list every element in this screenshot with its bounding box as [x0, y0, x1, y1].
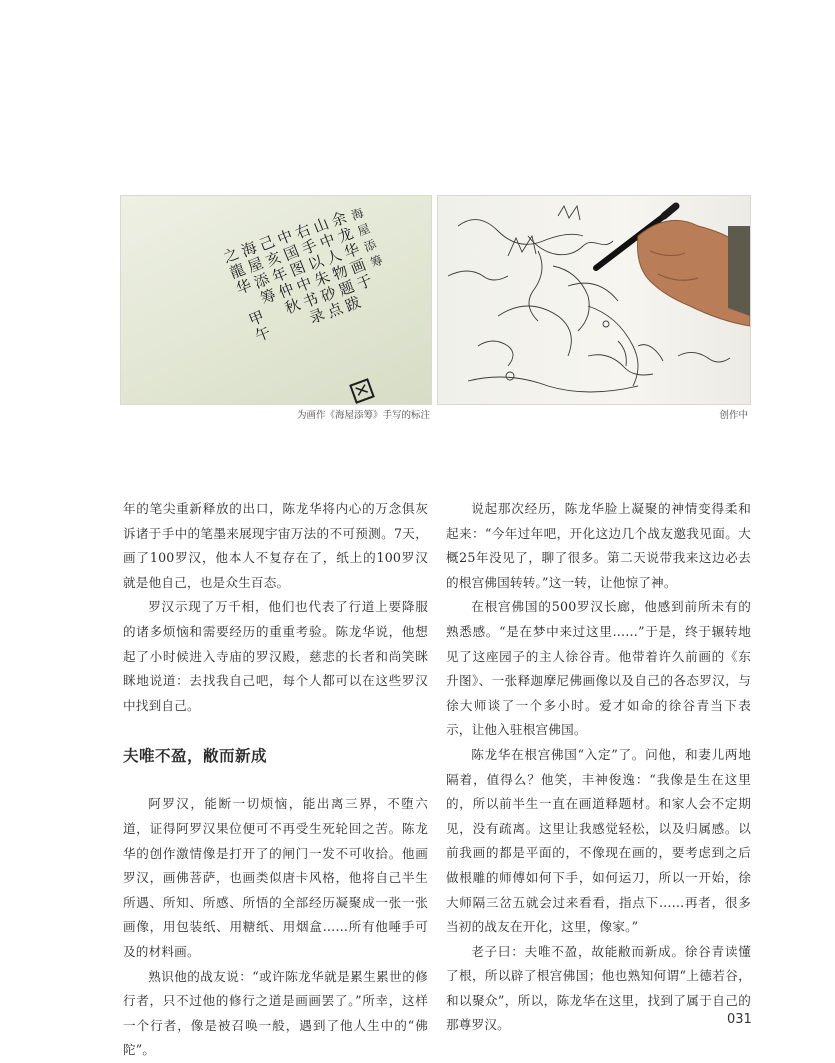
- svg-text:华: 华: [341, 239, 363, 263]
- svg-text:朱: 朱: [311, 267, 333, 290]
- paragraph: 老子曰：夫唯不盈，故能敝而新成。徐谷青读懂了根，所以辟了根宫佛国；他也熟知何谓“上德若谷，和以聚众”，所以，陈龙华在这里，找到了属于自己的那尊罗汉。: [446, 943, 751, 1033]
- svg-text:书: 书: [300, 289, 321, 312]
- paragraph: 陈龙华在根宫佛国“入定”了。问他，和妻儿两地隔着，值得么？他笑，丰神俊逸：“我像是生在这里的，所以前半生一直在画道释题材。和家人会不定期见，没有疏离。这里让我感觉轻松，以及归属感。以前我画的都是平面的，不像现在画的，要考虑到之后做根雕的师傅如何下手，如何运刀，所以一开始，徐大师隔三岔五就会过来看看，指点下……再者，很多当初的战友在开化，这里，像家。”: [446, 746, 751, 935]
- svg-text:余: 余: [328, 208, 350, 231]
- svg-text:己: 己: [256, 232, 278, 255]
- svg-text:题: 题: [336, 277, 357, 300]
- svg-text:之: 之: [220, 244, 242, 267]
- paragraph: 熟识他的战友说：“或许陈龙华就是累生累世的修行者，只不过他的修行之道是画画罢了。”所幸，这样一个行者，像是被召唤一般，遇到了他人生中的“佛陀”。: [123, 968, 428, 1058]
- svg-text:于: 于: [354, 271, 375, 294]
- calligraphy-illustration: [121, 196, 431, 404]
- svg-text:仲: 仲: [275, 279, 297, 302]
- svg-text:添: 添: [362, 237, 379, 255]
- svg-text:山: 山: [310, 214, 332, 237]
- svg-text:午: 午: [252, 323, 274, 346]
- svg-text:添: 添: [251, 269, 273, 293]
- svg-text:以: 以: [305, 251, 327, 275]
- svg-text:国: 国: [281, 241, 302, 265]
- section-heading: 夫唯不盈，敝而新成: [123, 747, 268, 766]
- figure-caption-right: 创作中: [719, 410, 748, 421]
- seal-stamp: [350, 379, 373, 402]
- drawing-photo: [437, 195, 751, 405]
- svg-text:甲: 甲: [246, 307, 267, 330]
- svg-text:点: 点: [324, 299, 346, 322]
- left-text-column: [123, 497, 428, 1063]
- right-text-column: [446, 497, 751, 1038]
- paragraph: 年的笔尖重新释放的出口，陈龙华将内心的万念俱灰诉诸于手中的笔墨来展现宇宙万法的不可预测。7天，画了100罗汉，他本人不复存在了，纸上的100罗汉就是他自己，也是众生百态。: [123, 501, 428, 590]
- svg-text:海: 海: [238, 238, 260, 261]
- svg-text:华: 华: [233, 275, 255, 299]
- svg-text:年: 年: [269, 263, 291, 287]
- svg-text:海: 海: [349, 205, 366, 224]
- svg-text:筹: 筹: [257, 285, 279, 308]
- paragraph: 在根宫佛国的500罗汉长廊，他感到前所未有的熟悉感。“是在梦中来过这里……”于是，终于辗转地见了这座园子的主人徐谷青。他带着许久前画的《东升图》、一张释迦摩尼佛画像以及自己的各态罗汉，与徐大师谈了一个多小时。爱才如命的徐谷青当下表示，让他入驻根宫佛国。: [446, 599, 751, 738]
- svg-text:秋: 秋: [282, 295, 303, 318]
- paragraph: 阿罗汉，能断一切烦恼，能出离三界，不堕六道，证得阿罗汉果位便可不再受生死轮回之苦。陈龙华的创作激情像是打开了的闸门一发不可收拾。他画罗汉，画佛菩萨，也画类似唐卡风格，他将自己半生所遇、所知、所感、所悟的全部经历凝聚成一张一张画像，用包装纸、用糖纸、用烟盒……所有他唾手可及的材料画。: [123, 796, 428, 959]
- svg-text:筹: 筹: [368, 252, 385, 271]
- calligraphy-photo: [120, 195, 432, 405]
- svg-text:砂: 砂: [318, 283, 339, 306]
- sketch-illustration: [438, 196, 750, 404]
- svg-text:右: 右: [292, 220, 314, 243]
- svg-text:龙: 龙: [335, 223, 356, 247]
- svg-text:屋: 屋: [245, 253, 266, 277]
- svg-text:跋: 跋: [342, 293, 364, 316]
- paragraph: 说起那次经历，陈龙华脸上凝聚的神情变得柔和起来：“今年过年吧，开化这边几个战友邀我见面。大概25年没见了，聊了很多。第二天说带我来这边必去的根宫佛国转转。”这一转，让他惊了神。: [446, 501, 751, 590]
- svg-text:物: 物: [329, 261, 351, 284]
- figure-caption-left: 为画作《海屋添筹》手写的标注: [296, 410, 430, 421]
- svg-text:中: 中: [274, 226, 296, 249]
- svg-text:中: 中: [293, 273, 315, 296]
- svg-text:图: 图: [287, 257, 309, 281]
- svg-text:录: 录: [306, 305, 328, 328]
- svg-text:中: 中: [317, 229, 338, 253]
- svg-text:屋: 屋: [355, 221, 373, 239]
- page-number: 031: [727, 1012, 752, 1027]
- paragraph: 罗汉示现了万千相，他们也代表了行道上要降服的诸多烦恼和需要经历的重重考验。陈龙华说，他想起了小时候进入寺庙的罗汉殿，慈悲的长者和尚笑眯眯地说道：去找我自己吧，每个人都可以在这些罗汉中找到自己。: [123, 599, 428, 713]
- svg-text:龍: 龍: [227, 259, 248, 283]
- svg-text:画: 画: [347, 255, 369, 278]
- svg-text:手: 手: [299, 235, 320, 259]
- svg-text:人: 人: [323, 245, 345, 269]
- svg-text:亥: 亥: [263, 247, 284, 271]
